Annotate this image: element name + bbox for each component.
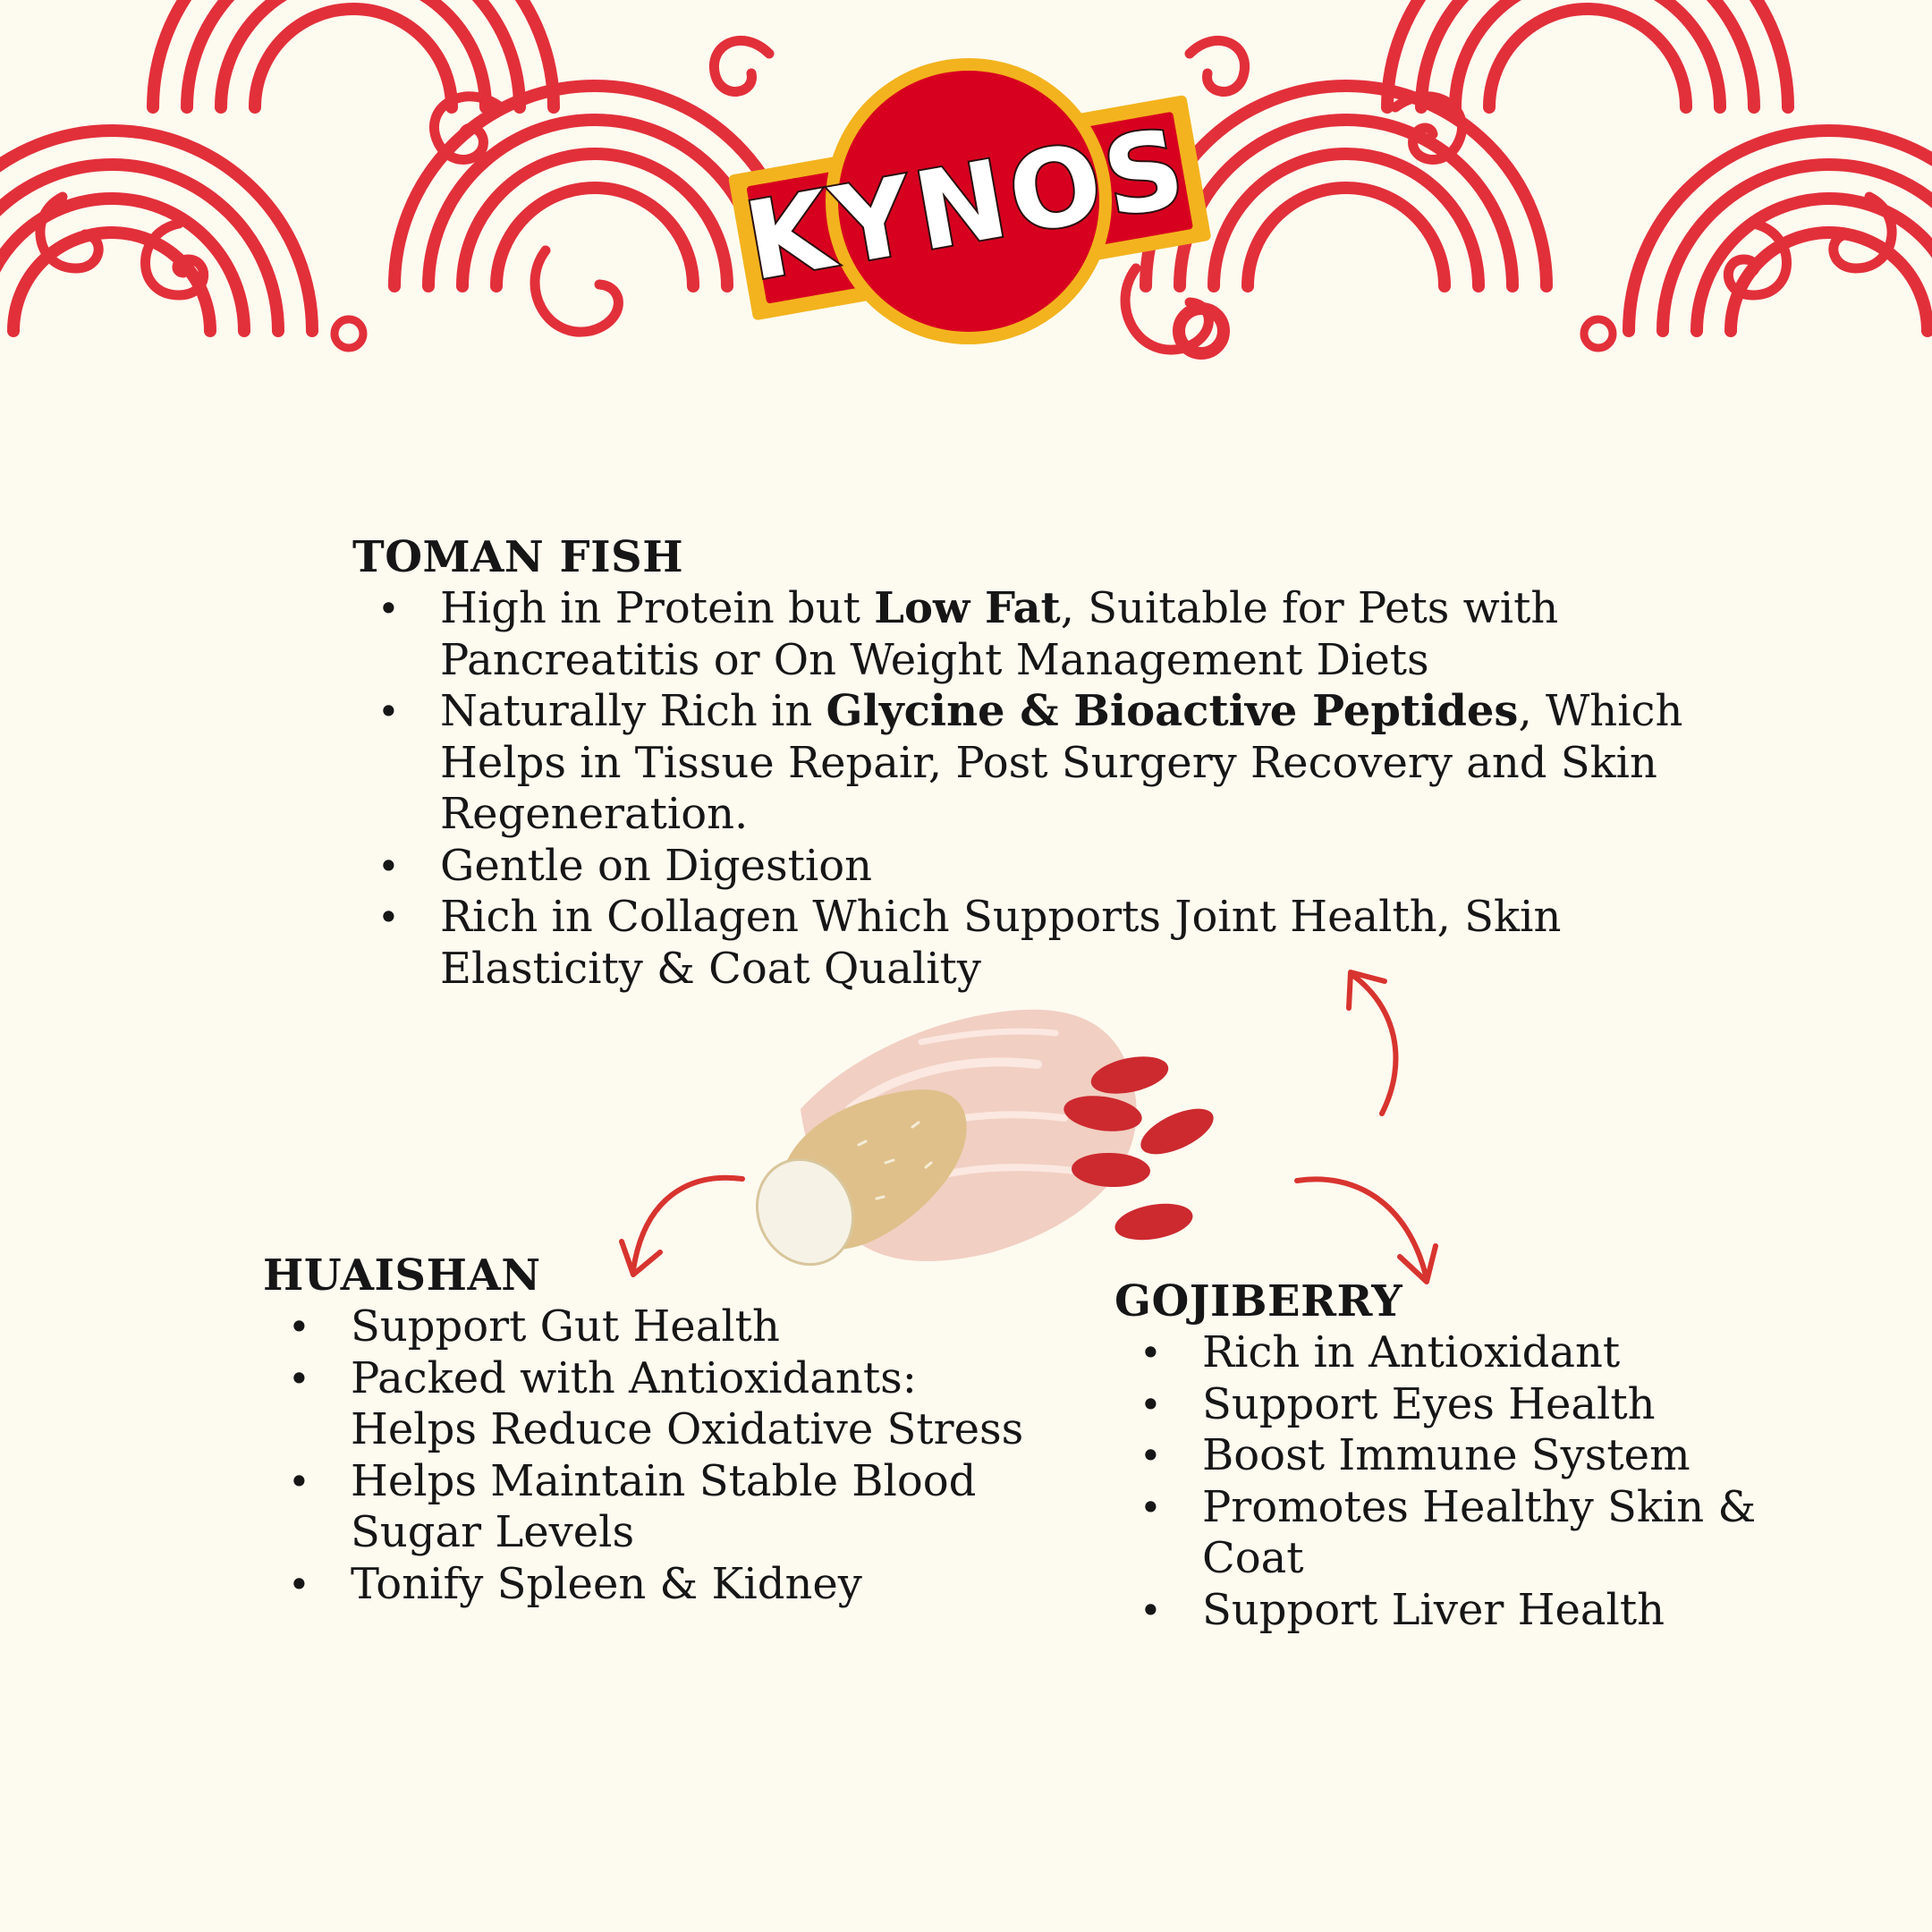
list-item: • Support Liver Health [1114, 1585, 1794, 1637]
arc-stroke [1489, 9, 1686, 107]
huaishan-heading: HUAISHAN [263, 1250, 541, 1301]
huaishan-section [263, 1250, 1032, 1610]
logo-text: KYNOS [737, 105, 1199, 306]
gojiberry-section [1114, 1275, 1794, 1636]
list-item: • Packed with Antioxidants: Helps Reduce Oxidative Stress [263, 1353, 1032, 1456]
ingredients-illustration [742, 993, 1243, 1288]
list-item: • Promotes Healthy Skin & Coat [1114, 1482, 1794, 1585]
arc-stroke [496, 188, 693, 286]
arrow-to-gojiberry-icon [1292, 1167, 1445, 1292]
toman-fish-heading: TOMAN FISH [352, 532, 684, 582]
kynos-logo [728, 58, 1212, 344]
list-item: • Rich in Antioxidant [1114, 1327, 1794, 1379]
gojiberry-benefits [1114, 1327, 1794, 1636]
swirl-pattern-banner [0, 0, 1932, 394]
toman-fish-section [352, 531, 1694, 995]
list-item: • Tonify Spleen & Kidney [263, 1559, 1032, 1611]
list-item: • Support Gut Health [263, 1301, 1032, 1353]
gojiberry-heading: GOJIBERRY [1114, 1276, 1403, 1326]
list-item: • Helps Maintain Stable Blood Sugar Levels [263, 1456, 1032, 1559]
list-item: • Support Eyes Health [1114, 1379, 1794, 1431]
toman-fish-benefits [352, 583, 1694, 995]
huaishan-benefits [263, 1301, 1032, 1610]
list-item: • Rich in Collagen Which Supports Joint Health, Skin Elasticity & Coat Quality [352, 892, 1694, 995]
list-item: • Boost Immune System [1114, 1430, 1794, 1482]
list-item: • Gentle on Digestion [352, 841, 1694, 893]
arc-stroke [255, 9, 452, 107]
arrow-to-toman-icon [1324, 962, 1449, 1123]
arc-stroke [1248, 188, 1445, 286]
arc-stroke [1180, 120, 1513, 286]
list-item: • High in Protein but Low Fat, Suitable for Pets with Pancreatitis or On Weight Management Diets [352, 583, 1694, 686]
list-item: • Naturally Rich in Glycine & Bioactive Peptides, Which Helps in Tissue Repair, Post Surgery Recovery and Skin Regeneration. [352, 686, 1694, 841]
arc-stroke [1629, 131, 1932, 331]
